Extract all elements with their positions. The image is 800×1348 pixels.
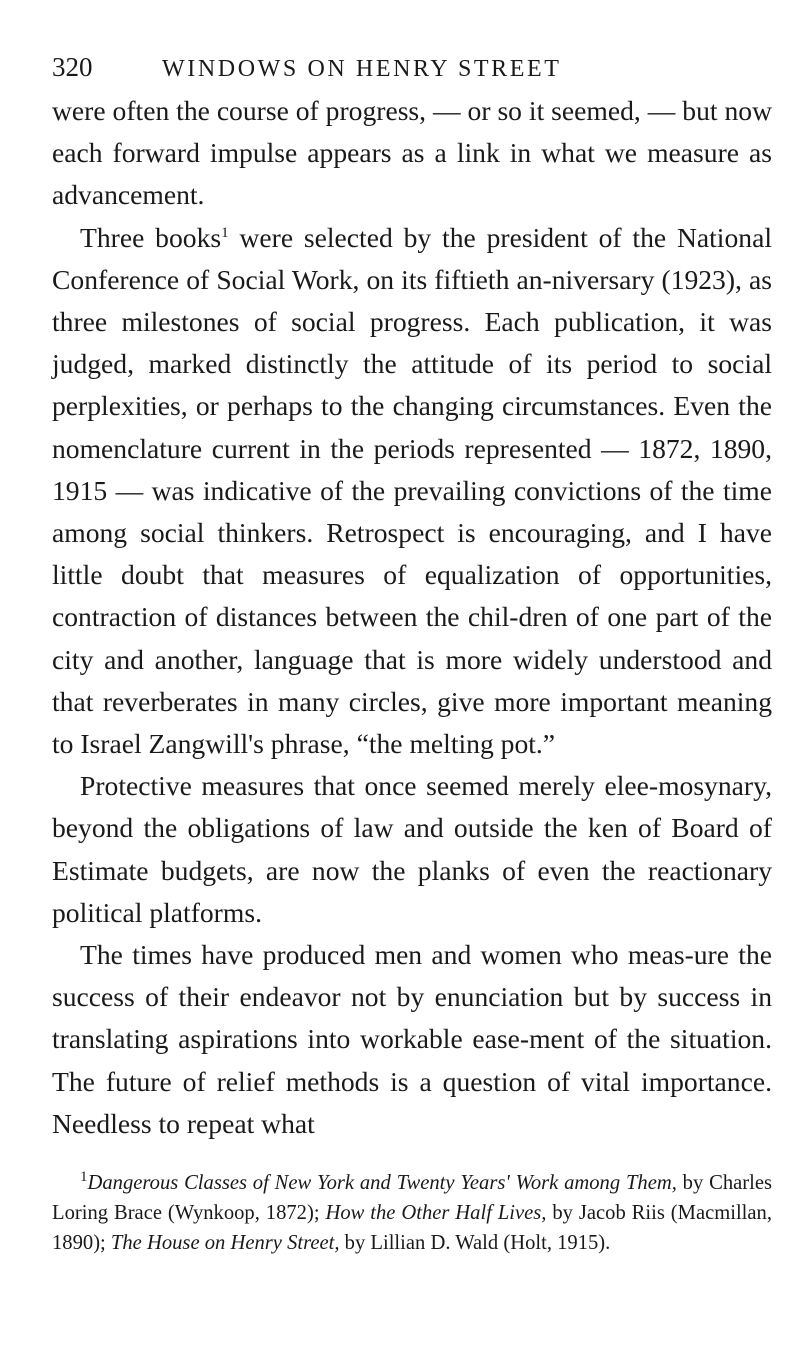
footnote-citation-3: by Lillian D. Wald (Holt, 1915). (339, 1231, 611, 1254)
page-number: 320 (52, 52, 93, 82)
footnote-title-1: Dangerous Classes of New York and Twenty Years' Work among Them, (87, 1172, 677, 1195)
book-page (52, 52, 772, 1279)
footnote (52, 1169, 772, 1258)
footnote-citation-1: by Charles Loring Brace (Wynkoop, 1872); (52, 1172, 772, 1224)
footnote-reference: 1 (221, 224, 229, 241)
footnote-marker: 1 (80, 1169, 88, 1186)
running-header (52, 52, 772, 90)
paragraph-3: Protective measures that once seemed merely elee-mosynary, beyond the obligations of law and outside the ken of Board of Estimate budgets, are now the planks of even the reactionary political platforms. (52, 770, 772, 928)
paragraph-2 (52, 217, 772, 766)
paragraph-2-start: Three books (80, 221, 222, 253)
paragraph-2-rest: were selected by the president of the National Conference of Social Work, on its fiftieth an-niversary (1923), as three milestones of social progress. Each publication, it was judged, marked distinctly the attitude of its period to social perplexities, or perhaps to the changing circumstances. Even the nomenclature current in the periods represented — 1872, 1890, 1915 — was indicative of the prevailing convictions of the time among social thinkers. Retrospect is encouraging, and I have little doubt that measures of equalization of opportunities, contraction of distances between the chil-dren of one part of the city and another, language that is more widely understood and that reverberates in many circles, give more important meaning to Israel Zangwill's phrase, “the melting pot.” (52, 221, 772, 760)
body-text (52, 90, 772, 1145)
paragraph-1: were often the course of progress, — or so it seemed, — but now each forward impulse appears as a link in what we measure as advancement. (52, 95, 772, 211)
paragraph-4: The times have produced men and women who meas-ure the success of their endeavor not by enunciation but by success in translating aspirations into workable ease-ment of the situation. The future of relief methods is a question of vital importance. Needless to repeat what (52, 939, 772, 1139)
footnote-title-3: The House on Henry Street, (110, 1231, 340, 1254)
footnote-citation-2: by Jacob Riis (Macmillan, 1890); (52, 1201, 772, 1254)
running-title: WINDOWS ON HENRY STREET (162, 56, 562, 82)
footnote-title-2: How the Other Half Lives, (325, 1201, 547, 1224)
